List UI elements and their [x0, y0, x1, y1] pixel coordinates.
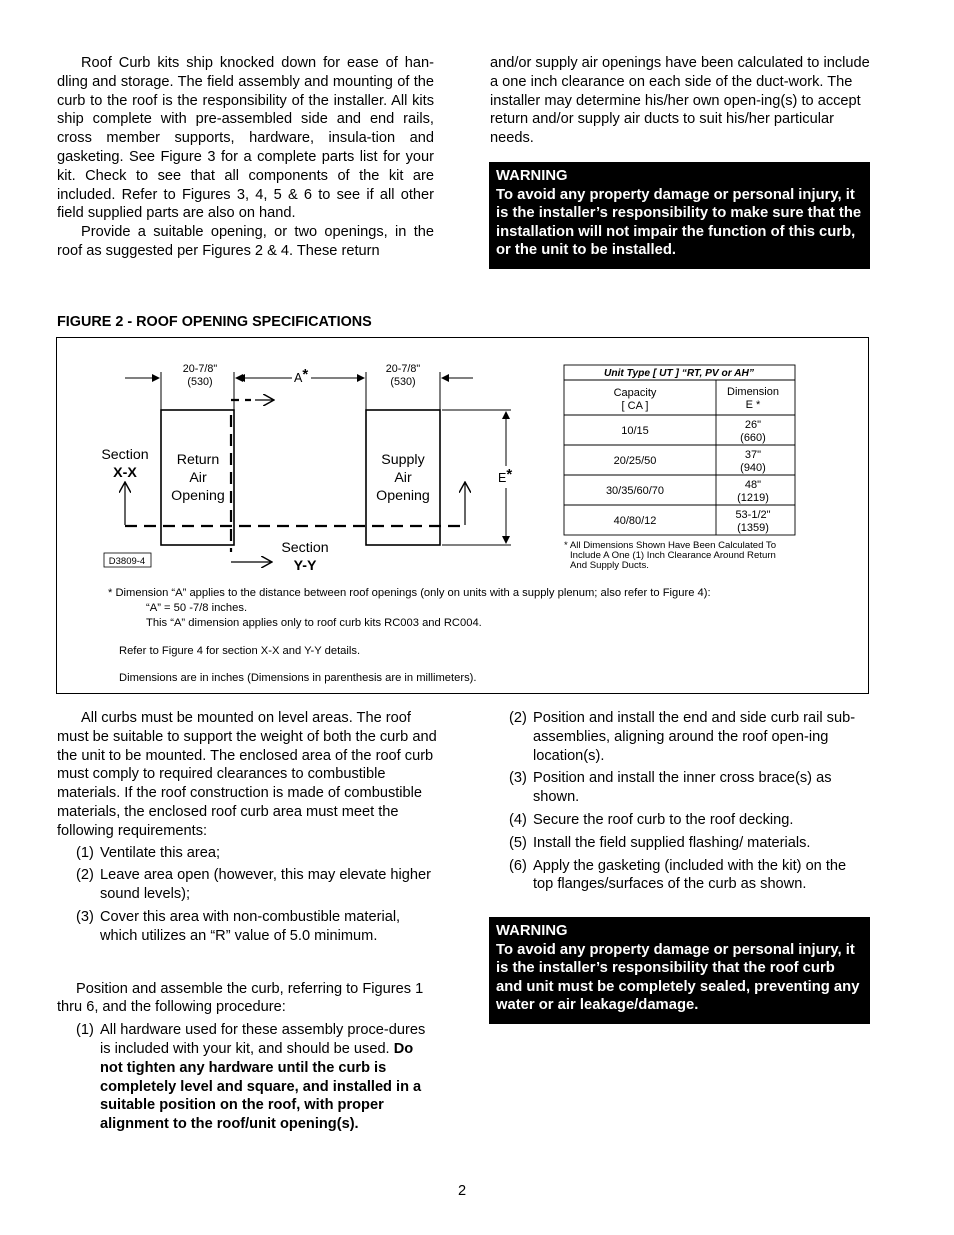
warning-text: To avoid any property damage or personal injury, it is the installer’s responsibility to make sure that the installation will not impair the function of this curb, or the unit to be installed. — [496, 186, 862, 259]
table-footnote: * All Dimensions Shown Have Been Calculated To — [564, 540, 777, 551]
table-footnote: Include A One (1) Inch Clearance Around Return — [570, 550, 776, 561]
page-number: 2 — [458, 1183, 467, 1199]
list-text: Ventilate this area; — [100, 844, 221, 861]
opening-paragraph: Provide a suitable opening, or two openings, in the roof as suggested per Figures 2 & 4. These return — [57, 224, 434, 259]
list-text: Secure the roof curb to the roof decking. — [533, 811, 794, 828]
table-cell-capacity: 10/15 — [621, 425, 649, 437]
table-cell-capacity: 20/25/50 — [613, 455, 657, 467]
mounting-paragraph: All curbs must be mounted on level areas. The roof must be suitable to support the weight of both the curb and the unit to be mounted. The enclosed area of the roof curb must comply to required clearances to combustible materials. If the roof construction is made of combustible materials, the enclosed roof curb area must meet the following requirements: — [57, 710, 437, 839]
table-cell-dim: 37" — [744, 449, 762, 461]
list-item — [76, 866, 437, 904]
list-number: (4) — [509, 811, 527, 828]
table-title: Unit Type [ UT ] “RT, PV or AH” — [604, 368, 754, 379]
requirements-list — [57, 844, 437, 946]
dim-left-mm: (530) — [187, 376, 213, 388]
list-item — [509, 709, 869, 765]
supply-opening-line1: Supply — [381, 452, 425, 468]
table-header-capacity-code: [ CA ] — [621, 400, 649, 412]
return-opening-line2: Air — [189, 470, 207, 486]
return-opening-line3: Opening — [171, 488, 225, 504]
supply-opening-line3: Opening — [376, 488, 430, 504]
note-units: Dimensions are in inches (Dimensions in parenthesis are in millimeters). — [119, 672, 477, 684]
intro-right-column — [490, 54, 870, 148]
dim-left-label: 20-7/8" — [182, 363, 218, 375]
list-item — [509, 811, 869, 830]
procedure-intro: Position and assemble the curb, referring to Figures 1 thru 6, and the following procedure: — [57, 980, 424, 1016]
list-text: Position and install the end and side curb rail sub-assemblies, aligning around the roof open-ing location(s). — [533, 710, 856, 764]
table-header-dimension: Dimension — [727, 386, 779, 398]
warning-title: WARNING — [496, 923, 568, 939]
list-text: Install the field supplied flashing/ materials. — [533, 834, 811, 851]
procedure-column — [509, 709, 869, 894]
note-section-ref: Refer to Figure 4 for section X-X and Y-Y details. — [119, 645, 361, 657]
table-header-dimension-code: E * — [745, 399, 761, 411]
table-cell-mm: (940) — [740, 462, 766, 474]
list-number: (3) — [76, 908, 94, 925]
table-footnote: And Supply Ducts. — [570, 560, 649, 571]
drawing-id: D3809-4 — [108, 556, 146, 567]
warning-box-installation — [489, 162, 870, 269]
list-number: (5) — [509, 834, 527, 851]
figure-title: FIGURE 2 - ROOF OPENING SPECIFICATIONS — [57, 314, 372, 330]
warning-box-sealing — [489, 917, 870, 1024]
list-number: (2) — [76, 867, 94, 884]
dim-right-label: 20-7/8" — [385, 363, 421, 375]
list-item — [509, 834, 869, 853]
note-a-applies: This “A” dimension applies only to roof curb kits RC003 and RC004. — [146, 617, 482, 629]
list-number: (1) — [76, 1022, 94, 1039]
list-text: Leave area open (however, this may elevate higher sound levels); — [100, 867, 431, 903]
list-number: (1) — [76, 844, 94, 861]
list-text: Apply the gasketing (included with the kit) on the top flanges/surfaces of the curb as shown. — [533, 857, 847, 893]
section-yy-id: Y-Y — [293, 558, 317, 574]
warning-title: WARNING — [496, 168, 568, 184]
table-header-capacity: Capacity — [613, 387, 657, 399]
table-cell-capacity: 30/35/60/70 — [605, 485, 665, 497]
table-cell-mm: (1359) — [737, 522, 769, 534]
list-item — [57, 1021, 437, 1134]
note-a-value: “A” = 50 -7/8 inches. — [146, 602, 248, 614]
list-text: Position and install the inner cross brace(s) as shown. — [533, 770, 832, 806]
step-bold-text: Do not tighten any hardware until the curb is completely level and square, and installed in a suitable position on the roof, with proper alignment to the roof/unit opening(s). — [100, 1040, 422, 1133]
table-cell-dim: 26" — [744, 419, 762, 431]
intro-paragraph: Roof Curb kits ship knocked down for ease of han-dling and storage. The field assembly and mounting of the curb to the roof is the responsibility of the installer. All kits ship complete with pre-assembled side and end rails, cross member supports, hardware, insula-tion and gasketing. See Figure 3 for a complete parts list for your kit. Check to see that all components of the kit are included. Refer to Figures 3, 4, 5 & 6 to see if all other field supplied parts are also on hand. — [57, 55, 434, 222]
roof-opening-diagram — [57, 338, 868, 693]
table-cell-capacity: 40/80/12 — [613, 515, 657, 527]
dim-e-label: E* — [498, 466, 513, 485]
list-number: (2) — [509, 710, 527, 726]
list-number: (3) — [509, 770, 527, 787]
table-cell-dim: 53-1/2" — [735, 509, 771, 521]
list-text: Cover this area with non-combustible material, which utilizes an “R” value of 5.0 minimum. — [100, 908, 401, 944]
return-opening-line1: Return — [176, 452, 220, 468]
table-cell-dim: 48" — [744, 479, 762, 491]
list-number: (6) — [509, 857, 527, 874]
supply-opening-line2: Air — [394, 470, 412, 486]
list-text — [100, 1021, 437, 1134]
list-item — [509, 769, 869, 807]
clearance-paragraph: and/or supply air openings have been calculated to include a one inch clearance on each side of the duct-work. The installer may determine his/her own open-ing(s) to accept return and/or supply air ducts to suit his/her particular needs. — [490, 55, 870, 147]
list-item — [76, 908, 437, 946]
section-xx-label: Section — [101, 447, 149, 463]
note-dimension-a: * Dimension “A” applies to the distance between roof openings (only on units with a supply plenum; also refer to Figure 4): — [108, 587, 711, 599]
section-yy-label: Section — [281, 540, 329, 556]
section-xx-id: X-X — [113, 465, 137, 481]
list-item — [509, 857, 869, 895]
list-item — [76, 844, 437, 863]
dim-a-label: A* — [294, 366, 309, 385]
dim-right-mm: (530) — [390, 376, 416, 388]
warning-text: To avoid any property damage or personal injury, it is the installer’s responsibility that the roof curb and unit must be completely sealed, preventing any water or air leakage/damage. — [496, 941, 860, 1014]
table-cell-mm: (1219) — [737, 492, 769, 504]
table-cell-mm: (660) — [740, 432, 766, 444]
intro-left-column — [57, 54, 434, 261]
figure-box — [56, 337, 869, 694]
step-text: All hardware used for these assembly proce-dures is included with your kit, and should be used. — [100, 1022, 426, 1057]
requirements-column — [57, 709, 437, 1134]
